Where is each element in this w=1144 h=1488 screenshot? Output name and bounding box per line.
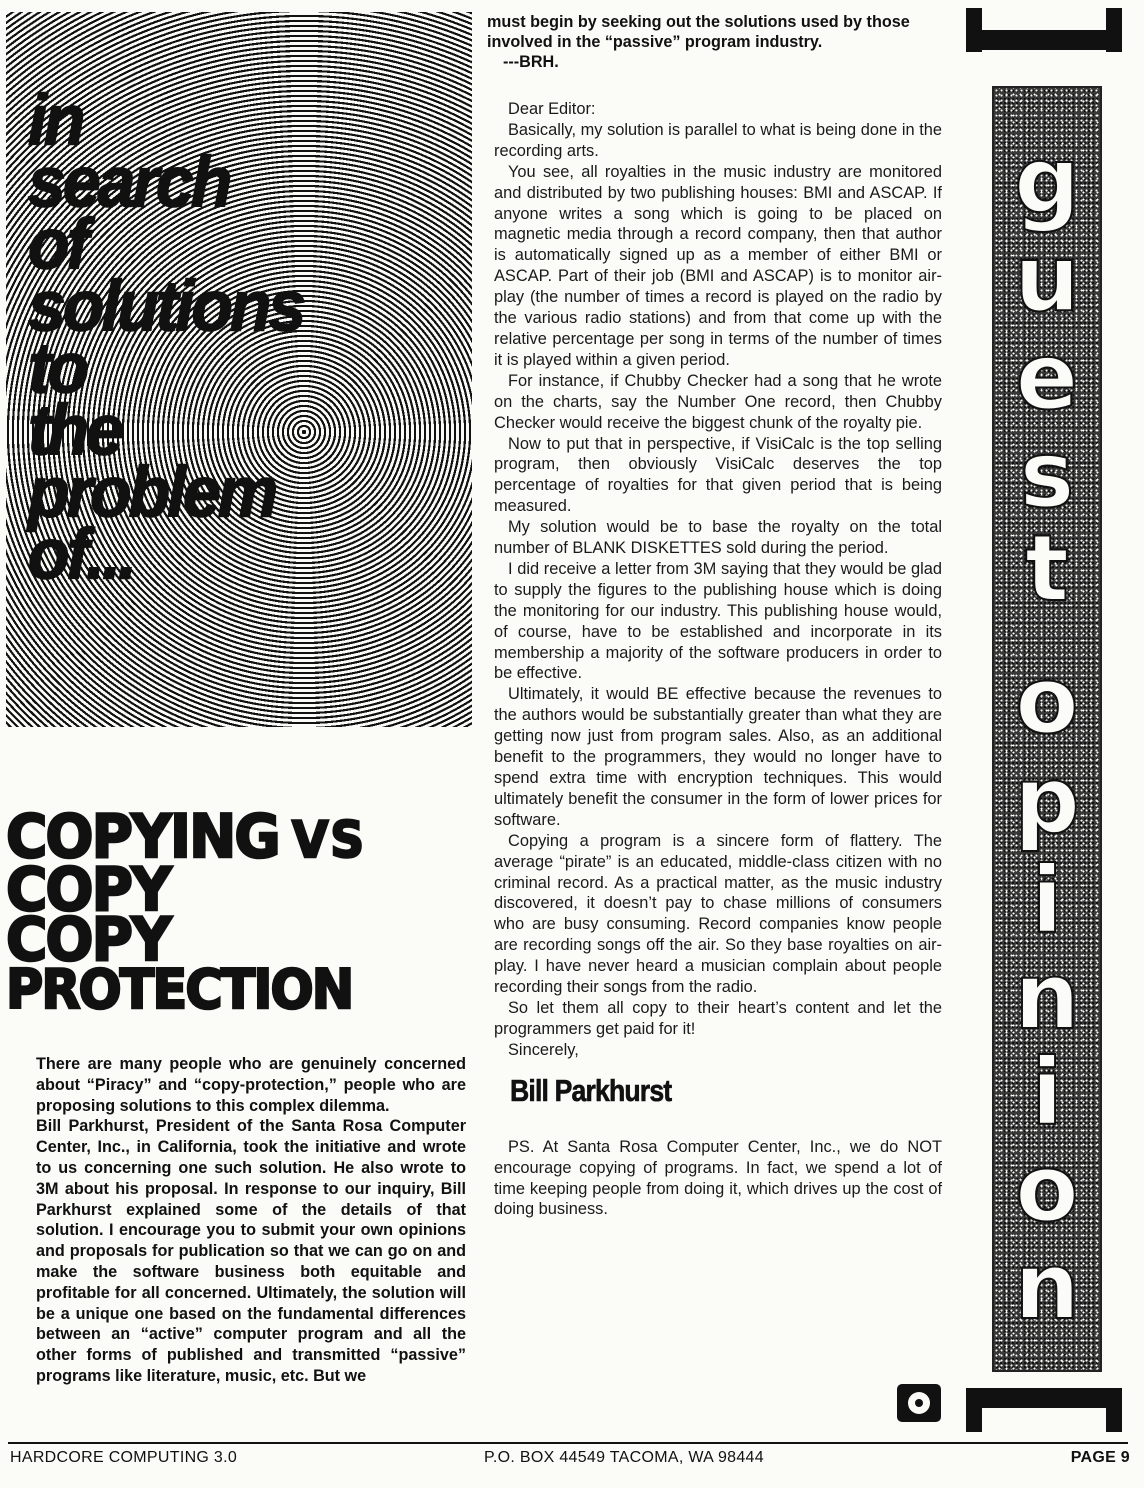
headline-word: COPYING [6, 802, 279, 872]
letter-paragraph: Basically, my solution is parallel to what is being done in the recording arts. [494, 120, 942, 160]
sidebar-letter: n [1014, 1233, 1080, 1340]
letter-paragraph: So let them all copy to their heart’s content and let the programmers get paid for it! [494, 998, 942, 1038]
art-title-line: of [28, 204, 87, 285]
headline-line: COPY [6, 855, 171, 925]
intro-paragraph: There are many people who are genuinely concerned about “Piracy” and “copy-protection,” people who are proposing solutions to this complex dilemma. [36, 1055, 466, 1115]
editor-note-text: must begin by seeking out the solutions used by those involved in the “passive” program industry. [487, 13, 910, 51]
bottom-bracket [966, 1384, 1122, 1434]
letter-signature: Bill Parkhurst [510, 1072, 672, 1108]
art-title-line: of... [28, 514, 134, 595]
top-bracket [966, 8, 1122, 52]
footer-publication: HARDCORE COMPUTING 3.0 [10, 1449, 238, 1466]
letter-paragraph: I did receive a letter from 3M saying that they would be glad to supply the figures to the publishing house which is doing the monitoring for our industry. This publishing house would, of course, have to be established and incorporate in its membership a majority of the software producers in order to be effective. [494, 559, 942, 683]
guest-opinion-sidebar [966, 8, 1122, 1442]
letter-postscript: PS. At Santa Rosa Computer Center, Inc., we do NOT encourage copying of programs. In fact, we spend a lot of time keeping people from doing it, which drives up the cost of doing business. [494, 1137, 942, 1219]
guest-opinion-box [992, 86, 1102, 1372]
intro-paragraph: Bill Parkhurst, President of the Santa Rosa Computer Center, Inc., in California, took the initiative and wrote to us concerning one such solution. He also wrote to 3M about his proposal. In response to our inquiry, Bill Parkhurst explained some of the details of that solution. I encourage you to submit your own opinions and proposals for publication so that we can go on and make the software business both equitable and profitable for all concerned. Ultimately, the solution will be a unique one based on the fundamental differences between an “active” computer program and all the other forms of published and transmitted “passive” programs like literature, music, etc. But we [36, 1117, 466, 1385]
intro-text [36, 1054, 466, 1387]
guest-opinion-letters [994, 88, 1100, 1370]
headline-vs: VS [291, 811, 366, 869]
sidebar-letter: g [1014, 127, 1080, 234]
sidebar-letter: s [1019, 421, 1075, 528]
article-headline [6, 802, 472, 1021]
sidebar-letter: u [1014, 225, 1080, 332]
sidebar-letter: i [1031, 847, 1063, 954]
letter-paragraph: Copying a program is a sincere form of flattery. The average “pirate” is an educated, middle-class citizen with no criminal record. As a practical matter, as the music industry discovered, it doesn’t pay to chase millions of consumers who are busy consuming. Record companies know people are recording songs off the air. So they base royalties on air-play. I have never heard a musician complain about people recording their songs from the radio. [494, 831, 942, 997]
letter-paragraph: You see, all royalties in the music industry are monitored and distributed by two publishing houses: BMI and ASCAP. If anyone writes a song which is going to be placed on magnetic media through a record company, then that author is automatically signed up as a member of either BMI or ASCAP. Part of their job (BMI and ASCAP) is to monitor air-play (the number of times a record is played on the radio by the various radio stations) and from that come up with the relative percentage per song in terms of the number of times it is played within a given period. [494, 162, 942, 369]
art-title [28, 80, 468, 595]
footer-page-number: PAGE 9 [1070, 1449, 1130, 1466]
sidebar-letter: t [1025, 515, 1069, 622]
sidebar-letter: n [1014, 943, 1080, 1050]
art-title-line: in [28, 80, 83, 161]
editor-note [487, 12, 942, 72]
letter-paragraph: Now to put that in perspective, if VisiCalc is the top selling program, then obviously VisiCalc deserves the top percentage of royalties for that given period that is being measured. [494, 434, 942, 516]
sidebar-letter: o [1015, 1135, 1079, 1242]
art-title-line: search [28, 142, 230, 223]
letter-paragraph: My solution would be to base the royalty on the total number of BLANK DISKETTES sold during the period. [494, 518, 942, 558]
sidebar-letter: o [1015, 647, 1079, 754]
art-title-line: to [28, 328, 87, 409]
letter-paragraph: Ultimately, it would BE effective because the revenues to the authors would be substantially greater than what they are getting now just from program sales. Also, as an additional benefit to the programmers, they would no longer have to spend extra time with encryption techniques. This would ultimately benefit the consumer in the form of lower prices for software. [494, 685, 942, 829]
art-title-line: the [28, 390, 121, 471]
footer-rule [8, 1442, 1128, 1444]
letter-paragraph: For instance, if Chubby Checker had a song that he wrote on the charts, say the Number One record, then Chubby Checker would receive the biggest chunk of the royalty pie. [494, 371, 942, 432]
editor-signature: ---BRH. [503, 53, 559, 71]
footer-address: P.O. BOX 44549 TACOMA, WA 98444 [484, 1449, 764, 1466]
headline-line: PROTECTION [6, 958, 353, 1021]
letter-salutation: Dear Editor: [508, 100, 596, 118]
end-mark-icon [897, 1384, 941, 1422]
art-title-line: problem [28, 452, 276, 533]
letter-body [494, 99, 942, 1220]
concentric-art-panel [6, 12, 472, 727]
art-title-line: solutions [28, 266, 304, 347]
letter-closing: Sincerely, [508, 1040, 579, 1059]
sidebar-letter: i [1031, 1039, 1063, 1146]
sidebar-letter: e [1015, 323, 1079, 430]
sidebar-letter: p [1014, 747, 1080, 854]
headline-line: COPY [6, 905, 171, 975]
